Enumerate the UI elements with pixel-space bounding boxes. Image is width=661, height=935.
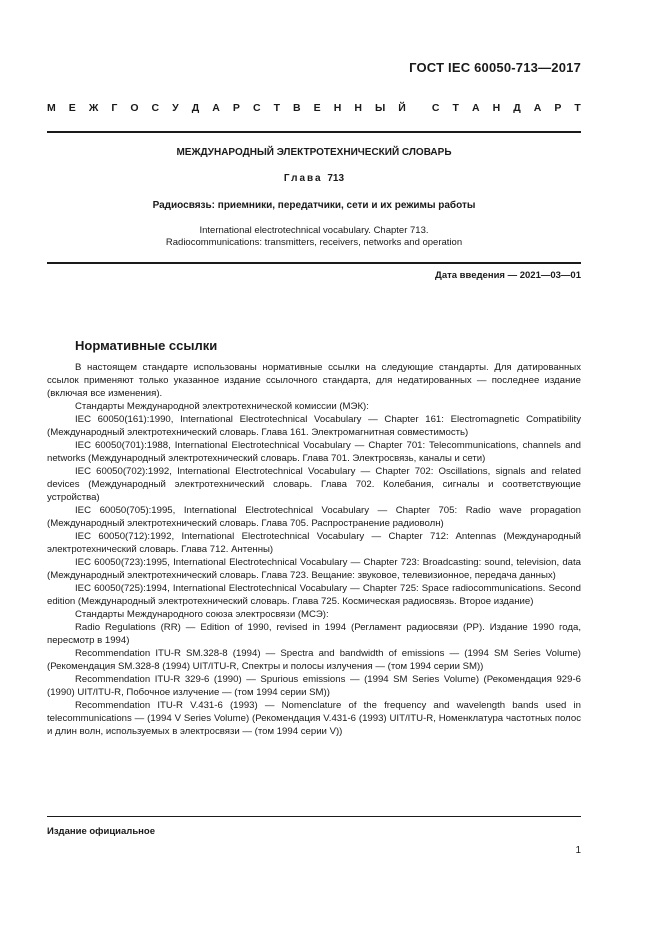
introduction-date: Дата введения — 2021—03—01 — [435, 270, 581, 281]
reference-paragraph: Recommendation ITU-R 329-6 (1990) — Spurious emissions — (1994 SM Series Volume) (Рекомендация 929-6 (1990) UIT/ITU-R, Побочное излучение — (том 1994 серии SM)) — [47, 674, 581, 698]
reference-paragraph: Recommendation ITU-R V.431-6 (1993) — Nomenclature of the frequency and wavelength bands used in telecommunications — (1994 V Series Volume) (Рекомендация V.431-6 (1993) UIT/ITU-R, Номенклатура частотных полос и длин волн, используемых в электросвязи — (том 1994 серии V)) — [47, 700, 581, 737]
reference-paragraph: В настоящем стандарте использованы нормативные ссылки на следующие стандарты. Для датированных ссылок применяют только указанное издание ссылочного стандарта, для недатированных — последнее издание (включая все изменения). — [47, 362, 581, 399]
banner-letter: С — [431, 102, 440, 114]
banner-letter: Т — [452, 102, 459, 114]
banner-letter: А — [533, 102, 542, 114]
document-number: ГОСТ IEC 60050-713—2017 — [409, 60, 581, 75]
reference-paragraph: Стандарты Международной электротехнической комиссии (МЭК): — [75, 401, 369, 412]
page-number: 1 — [575, 845, 581, 856]
banner-letter: Н — [492, 102, 501, 114]
vocabulary-title: МЕЖДУНАРОДНЫЙ ЭЛЕКТРОТЕХНИЧЕСКИЙ СЛОВАРЬ — [176, 147, 452, 158]
banner-letter: О — [130, 102, 139, 114]
reference-paragraph: Recommendation ITU-R SM.328-8 (1994) — Spectra and bandwidth of emissions — (1994 SM Series Volume) (Рекомендация SM.328-8 (1994) UIT/ITU-R, Спектры и полосы излучения — (том 1994 серии SM)) — [47, 648, 581, 672]
banner-letter: Т — [574, 102, 581, 114]
banner-letter: Ы — [374, 102, 386, 114]
interstate-standard-banner — [47, 102, 581, 114]
banner-letter: Н — [333, 102, 342, 114]
banner-letter: М — [47, 102, 56, 114]
header-rule — [47, 131, 581, 133]
banner-letter: Й — [398, 102, 406, 114]
banner-letter: Т — [273, 102, 280, 114]
banner-letter: Ж — [88, 102, 99, 114]
reference-paragraph: Radio Regulations (RR) — Edition of 1990, revised in 1994 (Регламент радиосвязи (РР). Издание 1990 года, пересмотр в 1994) — [47, 622, 581, 646]
reference-paragraph: IEC 60050(705):1995, International Electrotechnical Vocabulary — Chapter 705: Radio wave propagation (Международный электротехнический словарь. Глава 705. Распространение радиоволн) — [47, 505, 581, 529]
banner-letter: Г — [111, 102, 118, 114]
banner-letter: Е — [68, 102, 76, 114]
reference-paragraph: IEC 60050(712):1992, International Electrotechnical Vocabulary — Chapter 712: Antennas (Международный электротехнический словарь. Глава 712. Антенны) — [47, 531, 581, 555]
reference-paragraph: Стандарты Международного союза электросвязи (МСЭ): — [75, 609, 329, 620]
official-edition-label: Издание официальное — [47, 826, 155, 837]
banner-letter: Д — [191, 102, 200, 114]
chapter-number: 713 — [327, 173, 345, 184]
chapter-label — [47, 173, 581, 184]
banner-letter: Р — [554, 102, 562, 114]
banner-letter: Е — [313, 102, 321, 114]
banner-letter: А — [212, 102, 220, 114]
banner-letter: Р — [232, 102, 240, 114]
normative-references-body — [47, 361, 581, 738]
subtitle-english-line-2: Radiocommunications: transmitters, receivers, networks and operation — [165, 237, 463, 248]
subtitle-russian: Радиосвязь: приемники, передатчики, сети и их режимы работы — [152, 200, 476, 211]
reference-paragraph: IEC 60050(725):1994, International Electrotechnical Vocabulary — Chapter 725: Space radiocommunications. Second edition (Международный электротехнический словарь. Глава 725. Космическая радиосвязь. Второе издание) — [47, 583, 581, 607]
banner-letter: У — [172, 102, 179, 114]
banner-letter: С — [252, 102, 261, 114]
reference-paragraph: IEC 60050(701):1988, International Electrotechnical Vocabulary — Chapter 701: Telecommunications, channels and networks (Международный электротехнический словарь. Глава 701. Электросвязь, каналы и сети) — [47, 440, 581, 464]
reference-paragraph: IEC 60050(723):1995, International Electrotechnical Vocabulary — Chapter 723: Broadcasting: sound, television, data (Международный электротехнический словарь. Глава 723. Вещание: звуковое, телевизионное, передача данных) — [47, 557, 581, 581]
reference-paragraph: IEC 60050(702):1992, International Electrotechnical Vocabulary — Chapter 702: Oscillations, signals and related devices (Международный электротехнический словарь. Глава 702. Колебания, сигналы и соответствующие устройства) — [47, 466, 581, 503]
footer-rule — [47, 816, 581, 817]
banner-letter: В — [293, 102, 301, 114]
banner-letter: Н — [354, 102, 362, 114]
subtitle-english-line-1: International electrotechnical vocabulary. Chapter 713. — [199, 225, 429, 236]
reference-paragraph: IEC 60050(161):1990, International Electrotechnical Vocabulary — Chapter 161: Electromagnetic Compatibility (Международный электротехнический словарь. Глава 161. Электромагнитная совместимость) — [47, 414, 581, 438]
banner-letter: А — [471, 102, 480, 114]
banner-letter: С — [151, 102, 160, 114]
section-heading: Нормативные ссылки — [75, 338, 218, 353]
chapter-word: Глава — [283, 173, 323, 184]
banner-letter: Д — [513, 102, 521, 114]
title-rule — [47, 262, 581, 264]
